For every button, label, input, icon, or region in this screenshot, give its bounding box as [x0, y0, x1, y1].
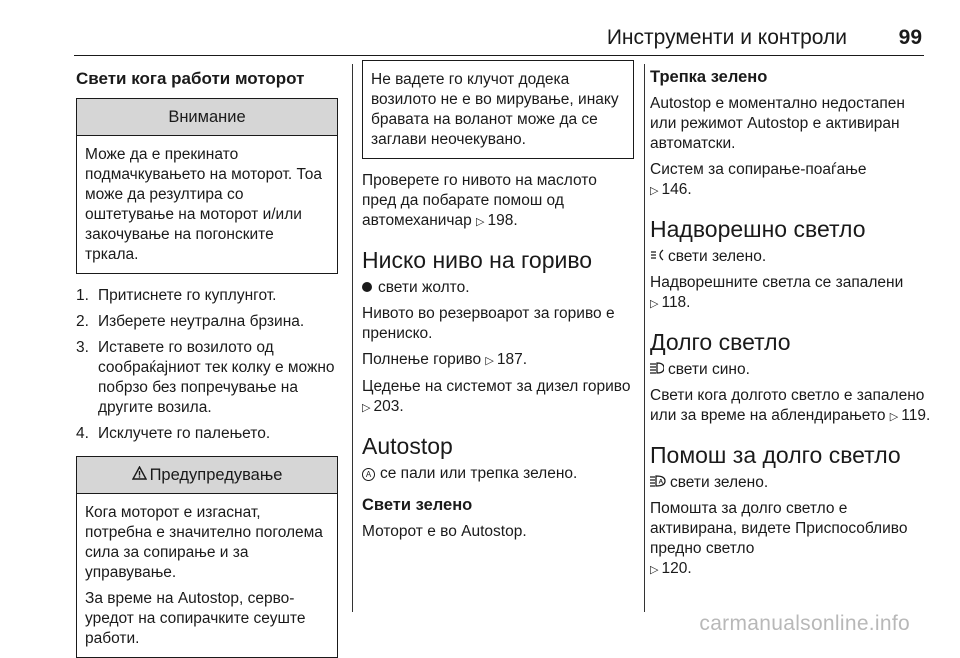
- triangle-right-icon: ▷: [362, 402, 371, 414]
- triangle-right-icon: ▷: [650, 564, 659, 576]
- high-beam-assist-text: Помошта за долго светло е активирана, видете Приспособливо предно светло ▷ 120.: [650, 500, 908, 577]
- triangle-right-icon: ▷: [476, 216, 485, 228]
- autostop-icon: A: [362, 468, 375, 481]
- exterior-light-indicator: свети зелено.: [650, 247, 935, 267]
- caution-box: [76, 98, 338, 274]
- autostop-text: Моторот е во Autostop.: [362, 523, 527, 540]
- list-item: 1. Притиснете го куплунгот.: [76, 287, 277, 304]
- header-divider: [74, 55, 924, 56]
- column-divider-2: [644, 64, 645, 612]
- exterior-light-icon: [650, 247, 664, 267]
- high-beam-assist-icon: [650, 473, 666, 493]
- page-header: [0, 0, 960, 56]
- oil-check-text: Проверете го нивото на маслото пред да побарате помош од автомеханичар ▷ 198.: [362, 172, 597, 229]
- svg-text:A: A: [658, 478, 664, 486]
- triangle-right-icon: ▷: [485, 355, 494, 367]
- autostop-indicator: A се пали или трепка зелено.: [362, 464, 634, 484]
- warning-text-2: За време на Autostop, серво-уредот на сопирачките сеуште работи.: [85, 590, 306, 647]
- autostop-subhead: Свети зелено: [362, 496, 473, 514]
- high-beam-assist-indicator: A свети зелено.: [650, 473, 935, 493]
- list-item: 2. Изберете неутрална брзина.: [76, 313, 305, 330]
- fuel-indicator-icon: [362, 282, 372, 292]
- exterior-light-title: Надворешно светло: [650, 216, 866, 242]
- diesel-ref: Цедење на системот за дизел гориво ▷ 203.: [362, 378, 631, 415]
- blink-text: Autostop е моментално недостапен или режимот Autostop е активиран автоматски.: [650, 95, 905, 152]
- warning-heading: Предупредување: [77, 457, 337, 494]
- section-title-engine-running: Свети кога работи моторот: [76, 69, 305, 88]
- header-title: Инструменти и контроли: [606, 26, 847, 49]
- triangle-right-icon: ▷: [650, 298, 659, 310]
- high-beam-indicator: свети сино.: [650, 360, 935, 380]
- column-divider-1: [352, 64, 353, 612]
- low-fuel-indicator: свети жолто.: [362, 278, 634, 298]
- page-number: 99: [898, 26, 922, 49]
- refuel-ref: Полнење гориво ▷ 187.: [362, 351, 528, 368]
- list-item: 4. Исклучете го палењето.: [76, 425, 271, 442]
- column-1: [76, 60, 338, 658]
- warning-triangle-icon: [132, 465, 147, 485]
- notice-text: Не вадете го клучот додека возилото не е во мирување, инаку бравата на воланот може да се заглави неочекувано.: [371, 71, 619, 148]
- autostop-title: Autostop: [362, 433, 453, 459]
- high-beam-icon: [650, 360, 664, 380]
- exterior-light-text: Надворешните светла се запалени ▷ 118.: [650, 274, 904, 311]
- triangle-right-icon: ▷: [889, 411, 899, 423]
- list-item: 3. Иставете го возилото од сообраќајниот тек колку е можно побрзо без попречување на другите возила.: [76, 339, 335, 416]
- caution-text: Може да е прекинато подмачкувањето на моторот. Тоа може да резултира со оштетување на моторот и/или закочување на погонските тркала.: [85, 146, 323, 263]
- triangle-right-icon: ▷: [650, 185, 659, 197]
- high-beam-text: Свети кога долгото светло е запалено или за време на аблендирањето ▷ 119.: [650, 387, 931, 424]
- caution-heading: Внимание: [77, 99, 337, 136]
- low-fuel-title: Ниско ниво на гориво: [362, 247, 593, 273]
- column-3: [650, 60, 935, 586]
- low-fuel-text: Нивото во резервоарот за гориво е прениско.: [362, 305, 615, 342]
- warning-text-1: Кога моторот е изгаснат, потребна е значително поголема сила за сопирање и за управување.: [85, 504, 323, 581]
- watermark: carmanualsonline.info: [699, 612, 910, 635]
- high-beam-assist-title: Помош за долго светло: [650, 442, 901, 468]
- column-2: [362, 60, 634, 548]
- notice-box: [362, 60, 634, 159]
- warning-box: [76, 456, 338, 658]
- steps-list: [76, 286, 338, 444]
- blink-subhead: Трепка зелено: [650, 68, 768, 86]
- high-beam-title: Долго светло: [650, 329, 791, 355]
- start-stop-ref: Систем за сопирање-поаѓање ▷ 146.: [650, 161, 867, 198]
